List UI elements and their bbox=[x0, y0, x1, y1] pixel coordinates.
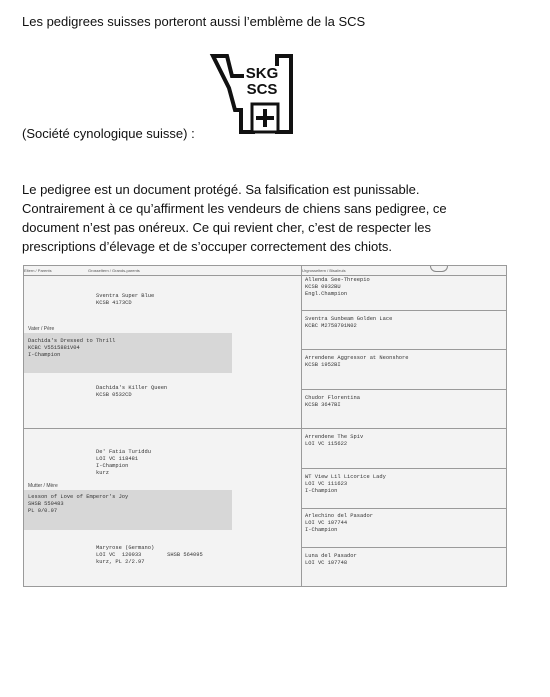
society-label: (Société cynologique suisse) : bbox=[22, 126, 195, 141]
grandparent-entry: Maryrose (Germano) LOI VC 120933 SHSB 564095 kurz, PL 2/2.97 bbox=[96, 545, 203, 565]
intro-text: Les pedigrees suisses porteront aussi l’emblème de la SCS bbox=[22, 14, 366, 29]
scs-emblem-icon bbox=[207, 48, 295, 134]
dam-label: Mutter / Mère bbox=[28, 483, 58, 489]
grandparent-entry: Dachida's Killer Queen KCSB 0532CD bbox=[96, 385, 168, 398]
body-paragraph bbox=[22, 180, 482, 256]
great-grandparent-entry: Allenda See-Threepio KCSB 0932BU Engl.Champion bbox=[305, 277, 370, 297]
row-divider bbox=[302, 468, 506, 469]
great-grandparent-entry: Sventra Sunbeam Golden Lace KCBC M2758701N02 bbox=[305, 316, 393, 329]
sire-entry: Dachida's Dressed to Thrill KCBC V5515881V04 I-Champion bbox=[28, 338, 116, 358]
row-divider bbox=[302, 508, 506, 509]
row-divider bbox=[302, 349, 506, 350]
great-grandparent-entry: Luna del Pasador LOI VC 107748 bbox=[305, 553, 357, 566]
grandparent-entry: De' Fatia Turiddu LOI VC 118481 I-Champion kurz bbox=[96, 449, 151, 476]
header-parents: Eltern / Parents bbox=[24, 266, 88, 276]
great-grandparent-entry: Arlechino del Pasador LOI VC 107744 I-Champion bbox=[305, 513, 373, 533]
body-line: document n’est pas onéreux. Ce qui revient cher, c’est de respecter les bbox=[22, 220, 431, 235]
great-grandparent-entry: WT View Lil Licorice Lady LOI VC 111623 I-Champion bbox=[305, 474, 386, 494]
logo-skg: SKG bbox=[245, 65, 279, 82]
header-great-grandparents: Urgrosseltern / Bisaïeuls bbox=[302, 266, 506, 276]
great-grandparent-entry: Chudor Florentina KCSB 3647BI bbox=[305, 395, 360, 408]
row-divider bbox=[302, 310, 506, 311]
dam-entry: Lesson of Love of Emperor's Joy SHSB 550483 PL 0/0.97 bbox=[28, 494, 129, 514]
row-divider bbox=[302, 389, 506, 390]
header-grandparents: Grosseltern / Grands-parents bbox=[88, 266, 301, 276]
grandparent-entry: Sventra Super Blue KCSB 4173CD bbox=[96, 293, 155, 306]
body-line: Le pedigree est un document protégé. Sa falsification est punissable. bbox=[22, 182, 420, 197]
great-grandparent-entry: Arrendene Aggressor at Neonshore KCSB 1952BI bbox=[305, 355, 409, 368]
great-grandparent-entry: Arrendene The Spiv LOI VC 115622 bbox=[305, 434, 364, 447]
sire-label: Vater / Père bbox=[28, 326, 55, 332]
half-divider bbox=[24, 428, 506, 429]
column-divider bbox=[301, 266, 302, 586]
row-divider bbox=[302, 547, 506, 548]
body-line: Contrairement à ce qu’affirment les vendeurs de chiens sans pedigree, ce bbox=[22, 201, 447, 216]
body-line: prescriptions d’élevage et de s’occuper correctement des chiots. bbox=[22, 239, 392, 254]
pedigree-document-image bbox=[23, 265, 507, 587]
logo-scs: SCS bbox=[246, 81, 278, 98]
